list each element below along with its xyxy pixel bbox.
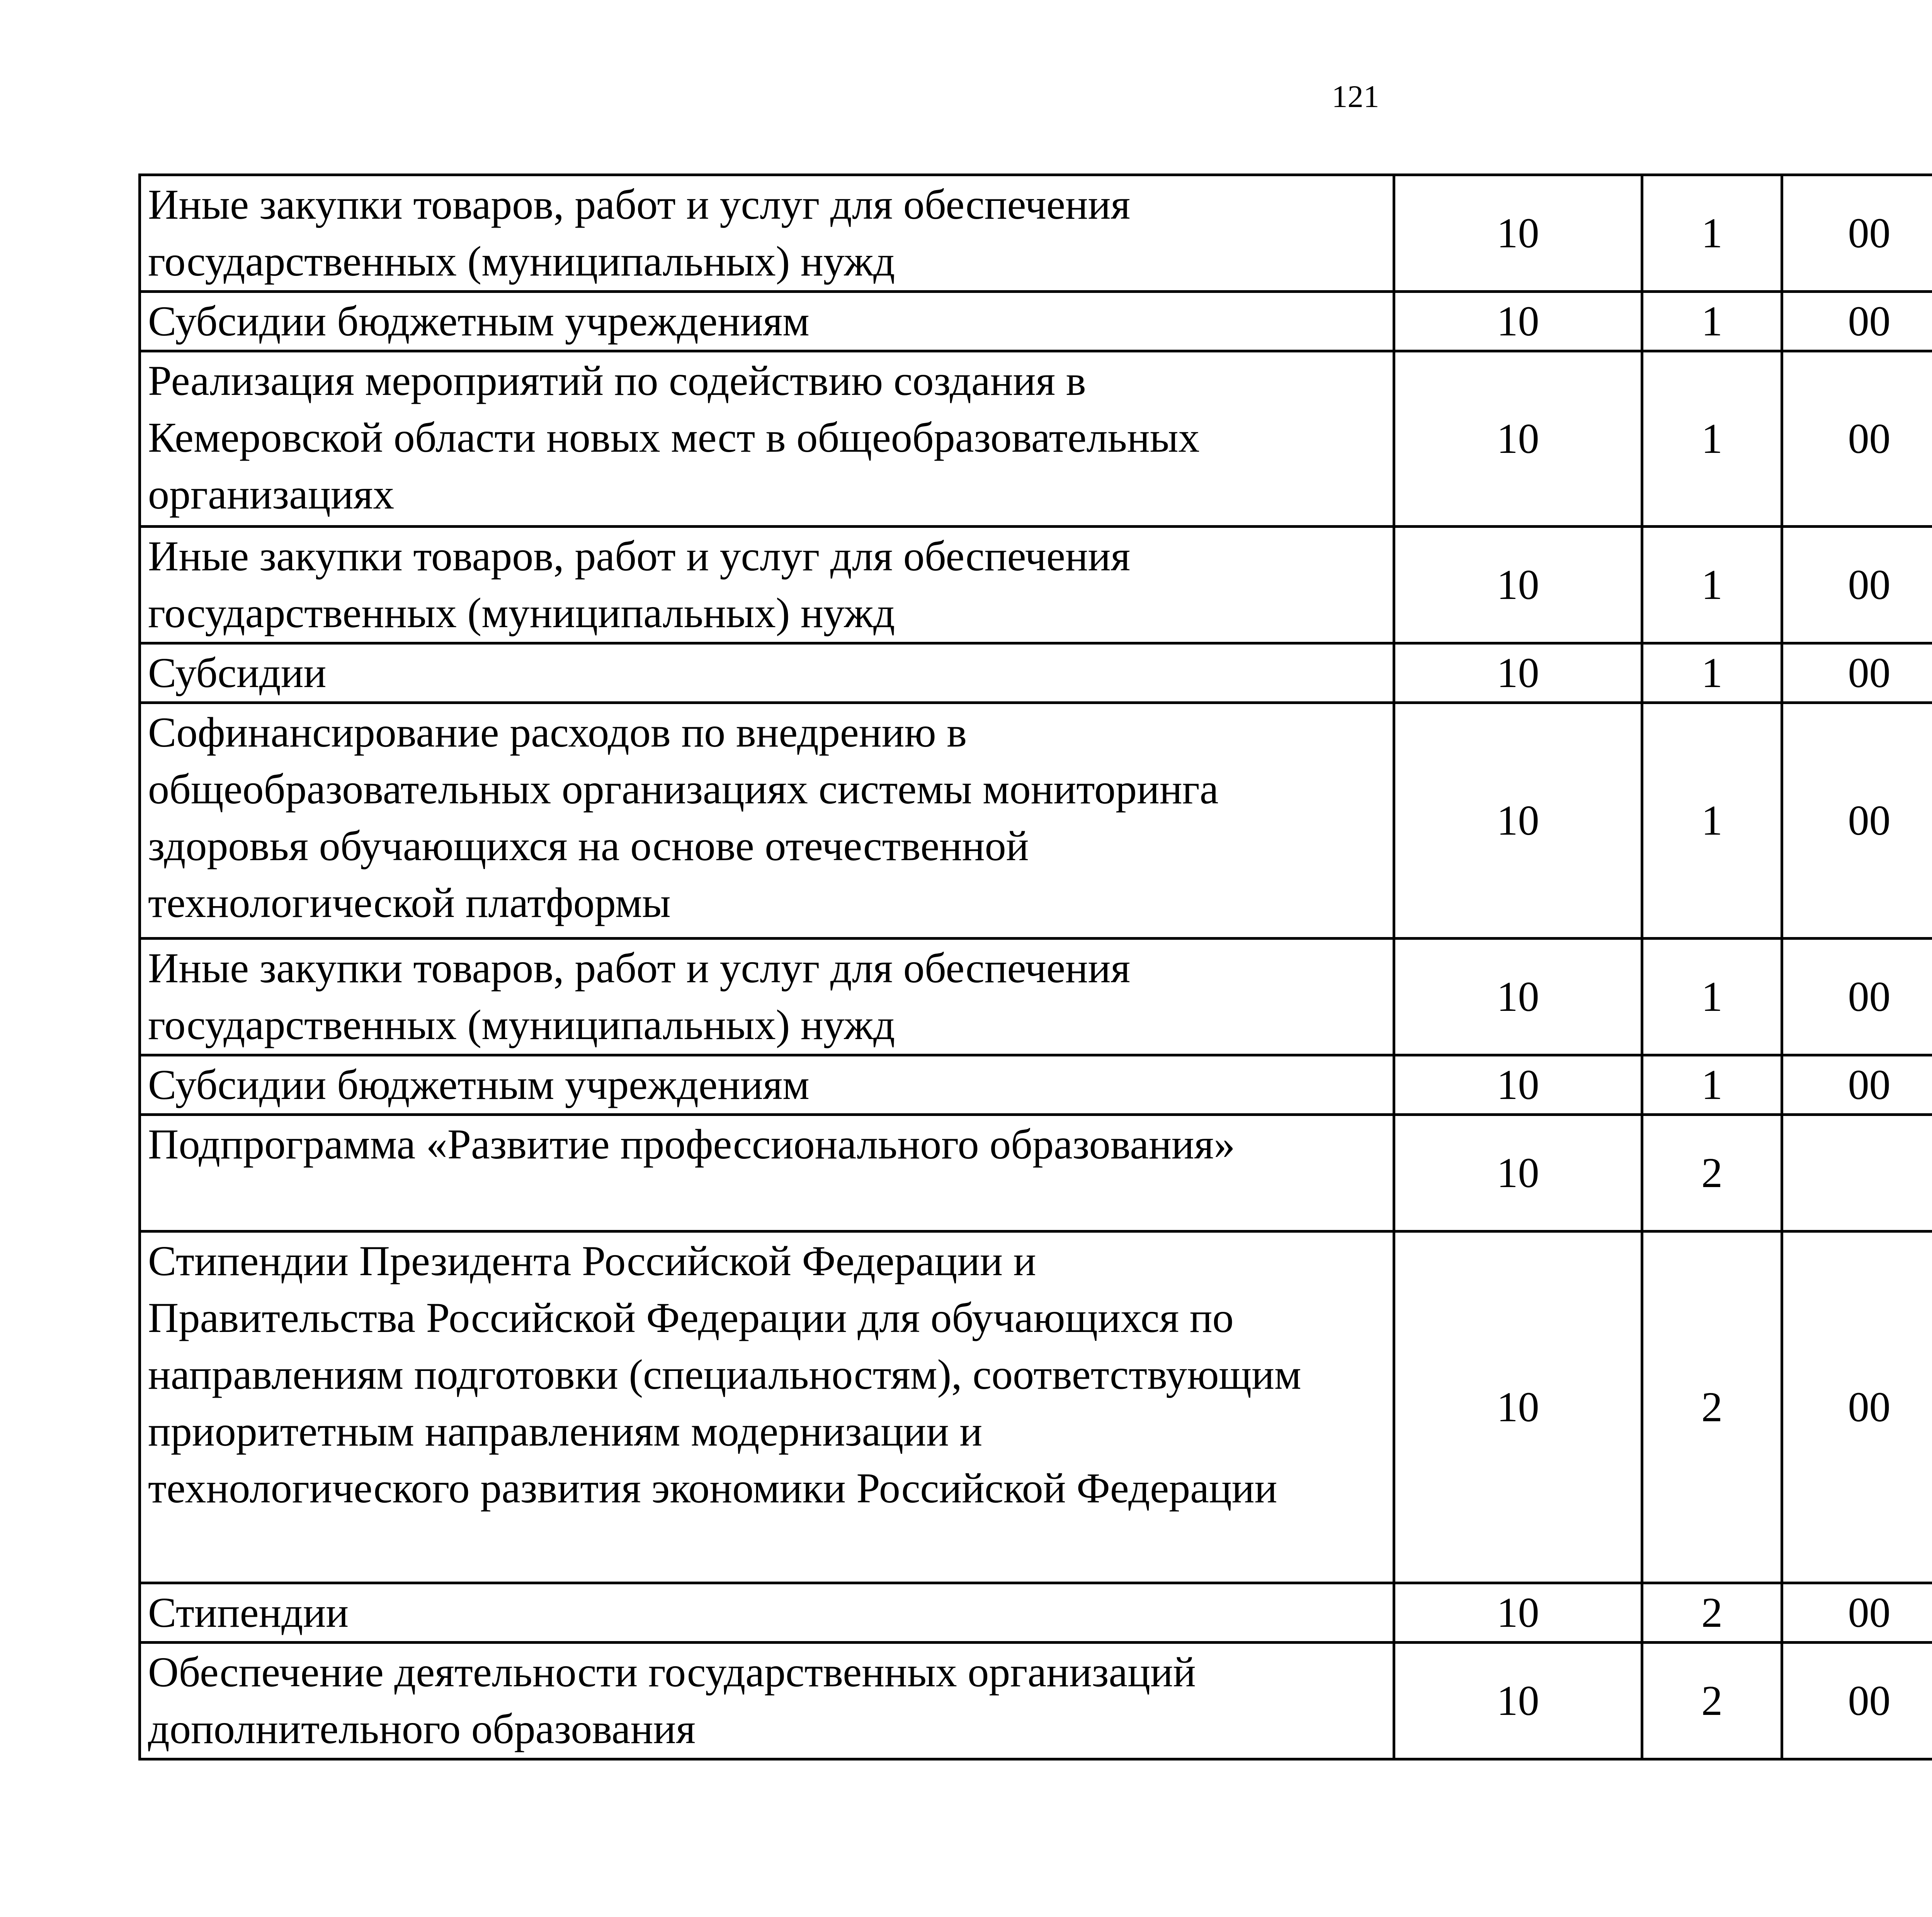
row-name-line: Кемеровской области новых мест в общеобразовательных [148, 414, 1200, 461]
row-section: 10 [1394, 292, 1642, 351]
row-name-line: технологической платформы [148, 879, 671, 926]
row-name-line: здоровья обучающихся на основе отечественной [148, 822, 1029, 869]
row-subsection: 2 [1642, 1643, 1782, 1759]
row-subsection: 2 [1642, 1232, 1782, 1583]
row-name-line: Стипендии [148, 1589, 349, 1636]
row-subsection: 1 [1642, 527, 1782, 643]
row-name-line: Правительства Российской Федерации для обучающихся по [148, 1294, 1234, 1341]
row-subsection: 1 [1642, 1055, 1782, 1115]
table-row [140, 1055, 1932, 1115]
row-program: 00 [1782, 292, 1932, 351]
row-section: 10 [1394, 1115, 1642, 1232]
row-name [140, 1232, 1394, 1583]
row-name-line: Софинансирование расходов по внедрению в [148, 709, 967, 756]
row-subsection: 1 [1642, 351, 1782, 527]
table-row [140, 527, 1932, 643]
table-row [140, 1232, 1932, 1583]
row-subsection: 1 [1642, 939, 1782, 1055]
row-name-line: организациях [148, 471, 395, 518]
row-name-line: Иные закупки товаров, работ и услуг для обеспечения [148, 532, 1131, 580]
budget-table-body [140, 175, 1932, 1759]
row-section: 10 [1394, 351, 1642, 527]
row-section: 10 [1394, 703, 1642, 939]
row-section: 10 [1394, 643, 1642, 703]
row-subsection: 1 [1642, 643, 1782, 703]
row-subsection: 1 [1642, 292, 1782, 351]
table-row [140, 351, 1932, 527]
page-number: 121 [1332, 79, 1379, 114]
table-row [140, 703, 1932, 939]
table-row [140, 292, 1932, 351]
row-name [140, 351, 1394, 527]
table-row [140, 1643, 1932, 1759]
row-name-line: Подпрограмма «Развитие профессионального образования» [148, 1121, 1235, 1168]
row-section: 10 [1394, 527, 1642, 643]
row-subsection: 1 [1642, 175, 1782, 292]
row-name-line: Иные закупки товаров, работ и услуг для обеспечения [148, 944, 1131, 992]
row-name-line: технологического развития экономики Российской Федерации [148, 1465, 1277, 1512]
table-row [140, 939, 1932, 1055]
row-name [140, 1055, 1394, 1115]
row-program: 00 [1782, 1055, 1932, 1115]
row-name-line: Субсидии бюджетным учреждениям [148, 298, 810, 345]
budget-table [138, 173, 1932, 1761]
row-section: 10 [1394, 1055, 1642, 1115]
table-row [140, 1583, 1932, 1643]
row-program: 00 [1782, 1583, 1932, 1643]
row-name-line: Обеспечение деятельности государственных организаций [148, 1648, 1196, 1696]
row-name [140, 939, 1394, 1055]
row-name [140, 1583, 1394, 1643]
row-program: 00 [1782, 175, 1932, 292]
row-subsection: 2 [1642, 1115, 1782, 1232]
row-program: 00 [1782, 1643, 1932, 1759]
row-program: 00 [1782, 527, 1932, 643]
row-name-line: государственных (муниципальных) нужд [148, 589, 895, 636]
row-name-line: государственных (муниципальных) нужд [148, 1001, 895, 1048]
row-program: 00 [1782, 643, 1932, 703]
row-name-line: Реализация мероприятий по содействию создания в [148, 357, 1086, 404]
table-row [140, 175, 1932, 292]
row-section: 10 [1394, 1232, 1642, 1583]
table-row [140, 1115, 1932, 1232]
row-name [140, 527, 1394, 643]
row-subsection: 2 [1642, 1583, 1782, 1643]
row-program [1782, 1115, 1932, 1232]
row-section: 10 [1394, 1643, 1642, 1759]
row-name-line: направлениям подготовки (специальностям), соответствующим [148, 1351, 1301, 1398]
row-name-line: Субсидии бюджетным учреждениям [148, 1061, 810, 1108]
row-name [140, 703, 1394, 939]
row-program: 00 [1782, 939, 1932, 1055]
row-name-line: государственных (муниципальных) нужд [148, 238, 895, 285]
row-name [140, 643, 1394, 703]
row-name [140, 1115, 1394, 1232]
row-name-line: дополнительного образования [148, 1705, 696, 1752]
row-program: 00 [1782, 1232, 1932, 1583]
row-section: 10 [1394, 175, 1642, 292]
row-name-line: Стипендии Президента Российской Федерации и [148, 1237, 1036, 1284]
row-subsection: 1 [1642, 703, 1782, 939]
row-name-line: Иные закупки товаров, работ и услуг для обеспечения [148, 181, 1131, 228]
row-name-line: Субсидии [148, 649, 327, 696]
table-row [140, 643, 1932, 703]
row-name [140, 292, 1394, 351]
row-program: 00 [1782, 351, 1932, 527]
row-name [140, 1643, 1394, 1759]
row-name [140, 175, 1394, 292]
row-section: 10 [1394, 1583, 1642, 1643]
row-name-line: приоритетным направлениям модернизации и [148, 1408, 983, 1455]
row-program: 00 [1782, 703, 1932, 939]
row-name-line: общеобразовательных организациях системы мониторинга [148, 765, 1219, 813]
row-section: 10 [1394, 939, 1642, 1055]
